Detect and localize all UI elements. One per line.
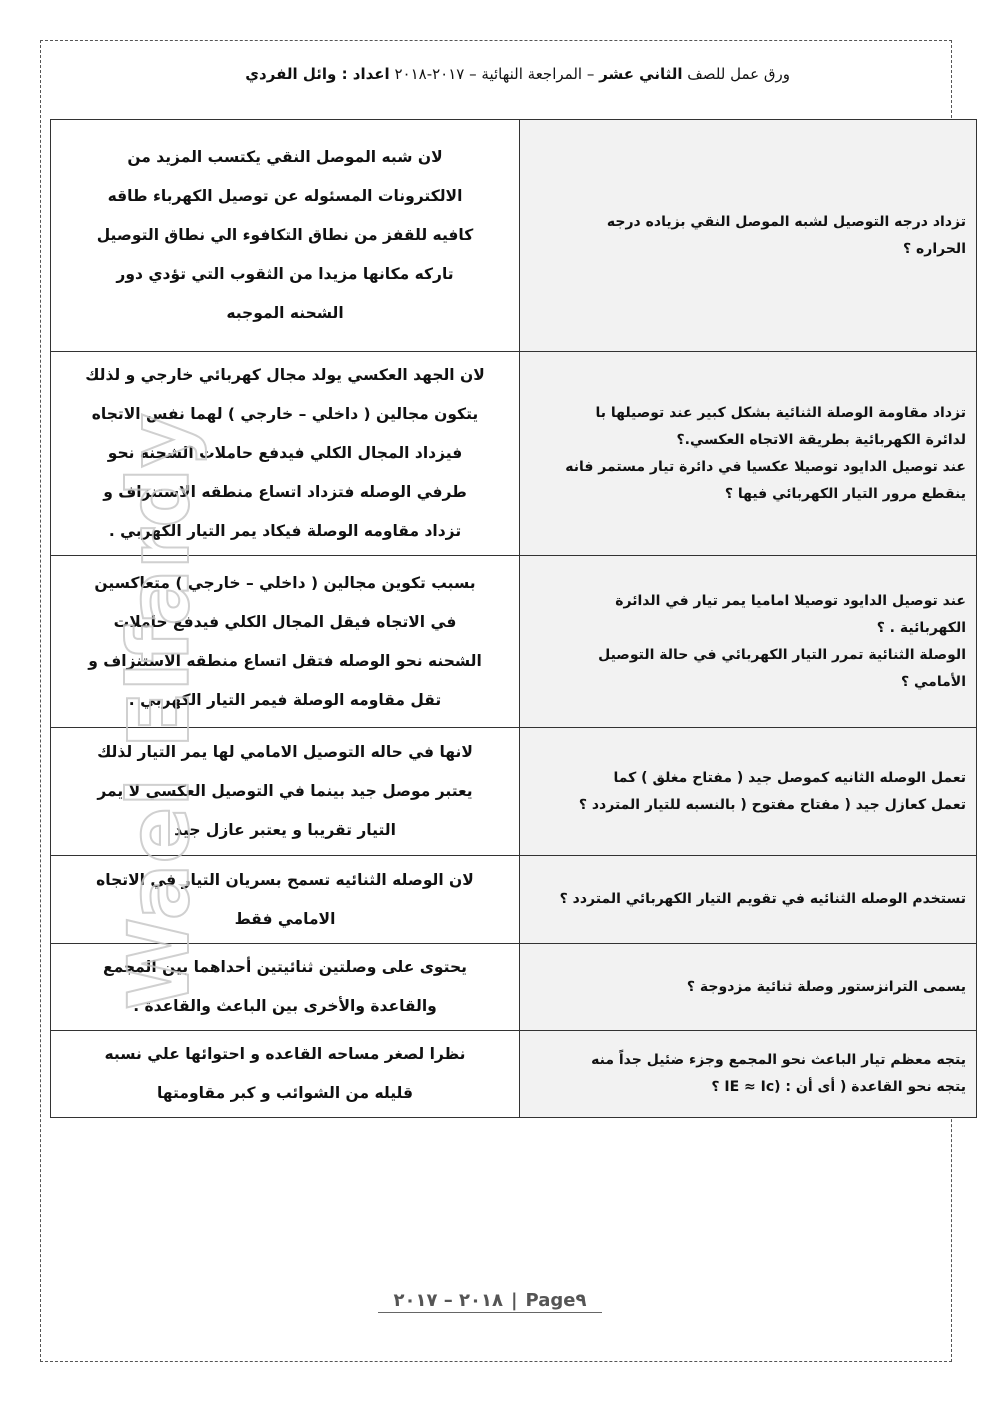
question-line: الكهربائية . ؟ [876,619,966,636]
answer-line: في الاتجاه فيقل المجال الكلي فيدفع حاملات [113,612,457,631]
question-line: عند توصيل الدايود توصيلا عكسيا في دائرة تيار مستمر فانه [565,458,966,475]
question-line: يسمى الترانزستور وصلة ثنائية مزدوجة ؟ [686,978,966,995]
question-cell [520,120,977,352]
question-line: يتجه نحو القاعدة ( أى أن : (IE ≈ Ic ؟ [711,1079,966,1095]
question-line: تعمل الوصله الثانيه كموصل جيد ( مفتاح مغلق ) كما [613,769,966,786]
header-author: اعداد : وائل الفردي [245,65,390,83]
answer-line: فيزداد المجال الكلي فيدفع حاملات الشحنه نحو [107,444,463,462]
header-prefix: ورق عمل للصف [682,65,790,83]
answer-line: بسبب تكوين مجالين ( داخلي – خارجي ) متعاكسين [94,573,476,592]
question-line: الأمامي ؟ [901,673,966,690]
answer-line: والقاعدة والأخرى بين الباعث والقاعدة . [133,997,437,1015]
question-line: عند توصيل الدايود توصيلا اماميا يمر تيار في الدائرة [615,592,966,609]
question-line: تزداد مقاومة الوصلة الثنائية بشكل كبير عند توصيلها با [595,404,966,421]
answer-line: لان شبه الموصل النقي يكتسب المزيد من [127,148,443,166]
answer-line: الالكترونات المسئوله عن توصيل الكهرباء طاقه [107,187,463,205]
answer-line: لان الجهد العكسي يولد مجال كهربائي خارجي و لذلك [85,366,485,384]
question-line: يتجه معظم تيار الباعث نحو المجمع وجزء ضئيل جداً منه [591,1052,966,1068]
answer-line: كافيه للقفز من نطاق التكافوء الي نطاق التوصيل [96,226,474,244]
answer-line: لان الوصله الثنائيه تسمح بسريان التيار في الاتجاه [96,870,474,889]
footer-separator: | [510,1290,518,1311]
question-line: الحراره ؟ [903,240,966,257]
question-cell [520,1031,977,1118]
answer-line: لانها في حاله التوصيل الامامي لها يمر التيار لذلك [97,743,473,761]
question-line: تعمل كعازل جيد ( مفتاح مفتوح ( بالنسبه للتيار المتردد ؟ [578,796,966,813]
question-cell [520,556,977,728]
watermark [110,310,220,1030]
header-middle: – المراجعة النهائية – ٢٠١٧-٢٠١٨ [389,65,600,83]
question-line: ينقطع مرور التيار الكهربائي فيها ؟ [724,485,966,502]
answer-line: تاركه مكانها مزيدا من الثقوب التي تؤدي دور [116,265,454,283]
answer-line: تزداد مقاومه الوصلة فيكاد يمر التيار الكهربي . [108,522,462,540]
table-row [51,1031,977,1118]
footer-page: Page٩ [525,1290,587,1311]
question-cell [520,856,977,944]
answer-line: يتكون مجالين ( داخلي – خارجي ) لهما نفس الاتجاه [91,405,479,423]
watermark-text: Wael Elfardy [110,412,208,1010]
question-cell [520,944,977,1031]
answer-cell [51,1031,520,1118]
question-line: تزداد درجه التوصيل لشبه الموصل النقي بزياده درجه [606,213,966,230]
question-line: لدائرة الكهربائية بطريقة الاتجاه العكسي.؟ [676,431,966,448]
page-footer [370,1290,610,1311]
answer-line: تقل مقاومه الوصلة فيمر التيار الكهربي . [128,690,442,709]
question-cell [520,728,977,856]
answer-line: قليله من الشوائب و كبر مقاومتها [156,1084,414,1102]
answer-cell [51,120,520,352]
answer-line: يحتوى على وصلتين ثنائيتين أحداهما بين المجمع [103,958,467,976]
footer-underline [378,1312,602,1313]
answer-line: التيار تقريبا و يعتبر عازل جيد [174,821,396,839]
question-line: تستخدم الوصله الثنائيه في تقويم التيار الكهربائي المتردد ؟ [559,891,966,907]
header-grade: الثاني عشر [599,65,683,83]
question-line: الوصلة الثنائية تمرر التيار الكهربائي في حالة التوصيل [598,646,966,663]
footer-years: ٢٠١٨ – ٢٠١٧ [393,1290,503,1311]
answer-line: طرفي الوصله فتزداد اتساع منطقه الاستنزاف و [103,483,467,501]
answer-line: يعتبر موصل جيد بينما في التوصيل العكسي لا يمر [97,782,473,800]
answer-line: نظرا لصغر مساحه القاعده و احتوائها علي نسبه [104,1045,466,1063]
answer-line: الشحنه الموجبه [226,304,344,322]
answer-line: الامامي فقط [234,909,336,928]
worksheet-header [60,62,790,86]
answer-line: الشحنه نحو الوصله فتقل اتساع منطقه الاستنزاف و [88,651,482,670]
question-cell [520,352,977,556]
